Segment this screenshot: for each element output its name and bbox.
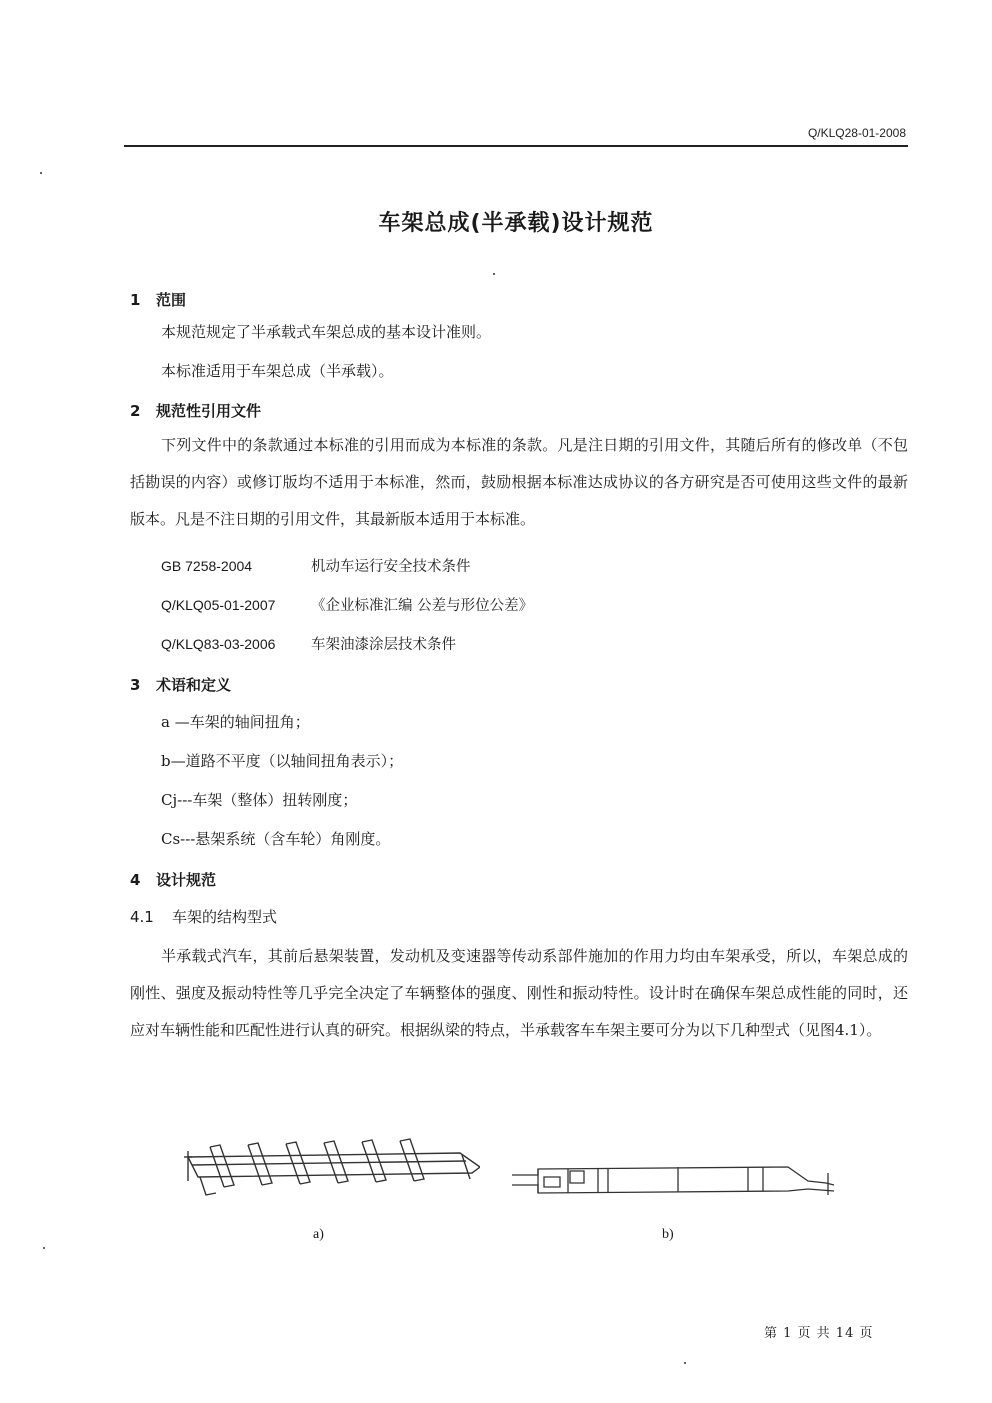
page-title: 车架总成(半承载)设计规范 bbox=[378, 211, 654, 236]
reference-name: 《企业标准汇编 公差与形位公差》 bbox=[311, 598, 534, 614]
term-definition: a —车架的轴间扭角； bbox=[161, 713, 310, 731]
subsection-title: 车架的结构型式 bbox=[172, 908, 278, 926]
page-number: 第 1 页 共 14 页 bbox=[764, 1326, 874, 1341]
reference-item bbox=[161, 555, 471, 576]
frame-diagram-b bbox=[508, 1155, 838, 1205]
term-definition: Cs---悬架系统（含车轮）角刚度。 bbox=[161, 830, 391, 848]
scope-paragraph-2: 本标准适用于车架总成（半承载）。 bbox=[161, 362, 394, 380]
section-1-heading bbox=[130, 289, 186, 310]
section-title: 规范性引用文件 bbox=[156, 402, 262, 420]
scan-speck bbox=[40, 172, 42, 174]
subsection-4-1-heading bbox=[130, 906, 277, 927]
section-number: 4 bbox=[130, 871, 141, 889]
figure-caption-a: a) bbox=[313, 1227, 324, 1242]
section-number: 1 bbox=[130, 291, 141, 309]
section-number: 3 bbox=[130, 676, 141, 694]
reference-item bbox=[161, 594, 533, 615]
reference-code: Q/KLQ83-03-2006 bbox=[161, 636, 276, 652]
subsection-number: 4.1 bbox=[130, 908, 154, 926]
reference-code: GB 7258-2004 bbox=[161, 558, 253, 574]
term-definition: b—道路不平度（以轴间扭角表示）； bbox=[161, 752, 404, 770]
document-code: Q/KLQ28-01-2008 bbox=[807, 126, 906, 140]
reference-name: 车架油漆涂层技术条件 bbox=[311, 637, 456, 653]
section-3-heading bbox=[130, 674, 231, 695]
section-title: 术语和定义 bbox=[156, 676, 232, 694]
section-title: 范围 bbox=[156, 291, 187, 309]
header-rule bbox=[124, 145, 908, 147]
scope-paragraph-1: 本规范规定了半承载式车架总成的基本设计准则。 bbox=[161, 323, 492, 341]
reference-code: Q/KLQ05-01-2007 bbox=[161, 597, 276, 613]
scan-speck bbox=[684, 1362, 686, 1364]
scan-speck bbox=[43, 1247, 45, 1249]
section-2-heading bbox=[130, 400, 261, 421]
reference-item bbox=[161, 633, 456, 654]
section-number: 2 bbox=[130, 402, 141, 420]
section-4-heading bbox=[130, 869, 216, 890]
scan-speck bbox=[493, 273, 495, 275]
frame-diagram-a bbox=[180, 1135, 480, 1200]
reference-name: 机动车运行安全技术条件 bbox=[311, 559, 471, 575]
figure-caption-b: b) bbox=[662, 1227, 674, 1242]
normative-references-paragraph: 下列文件中的条款通过本标准的引用而成为本标准的条款。凡是注日期的引用文件，其随后所有的修改单（不包括勘误的内容）或修订版均不适用于本标准，然而，鼓励根据本标准达成协议的各方研究是否可使用这些文件的最新版本。凡是不注日期的引用文件，其最新版本适用于本标准。 bbox=[130, 436, 908, 528]
frame-structure-paragraph: 半承载式汽车，其前后悬架装置，发动机及变速器等传动系部件施加的作用力均由车架承受，所以，车架总成的刚性、强度及振动特性等几乎完全决定了车辆整体的强度、刚性和振动特性。设计时在确保车架总成性能的同时，还应对车辆性能和匹配性进行认真的研究。根据纵梁的特点，半承载客车车架主要可分为以下几种型式（见图4.1）。 bbox=[130, 947, 908, 1039]
term-definition: Cj---车架（整体）扭转刚度； bbox=[161, 791, 358, 809]
section-title: 设计规范 bbox=[156, 871, 217, 889]
